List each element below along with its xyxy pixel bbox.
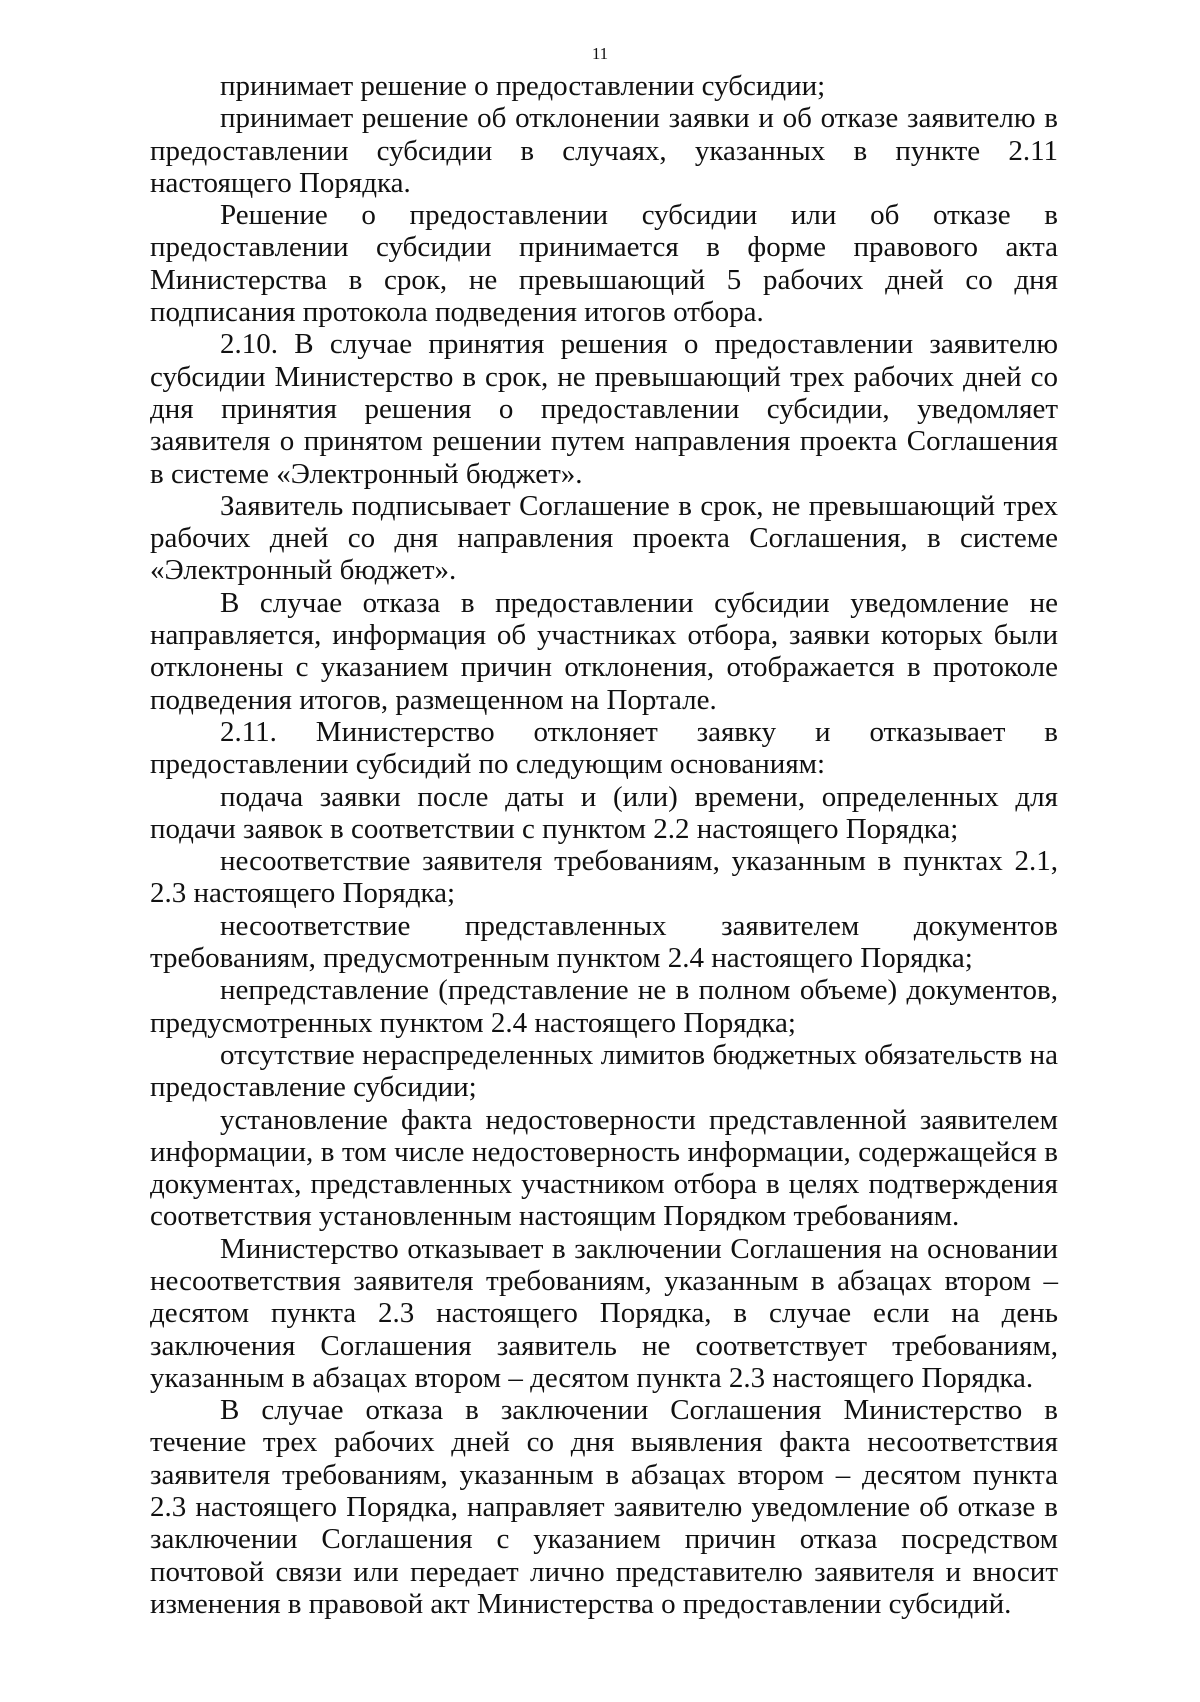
- paragraph-ground-documents-missing: непредставление (представление не в полном объеме) документов, предусмотренных пунктом 2.4 настоящего Порядка;: [150, 974, 1058, 1039]
- paragraph-decision-form: Решение о предоставлении субсидии или об отказе в предоставлении субсидии принимается в форме правового акта Министерства в срок, не превышающий 5 рабочих дней со дня подписания протокола подведения итогов отбора.: [150, 199, 1058, 329]
- paragraph-applicant-signs: Заявитель подписывает Соглашение в срок, не превышающий трех рабочих дней со дня направления проекта Соглашения, в системе «Электронный бюджет».: [150, 489, 1058, 587]
- paragraph-ground-no-limits: отсутствие нераспределенных лимитов бюджетных обязательств на предоставление субсидии;: [150, 1038, 1058, 1104]
- paragraph-refusal-notice: В случае отказа в предоставлении субсидии уведомление не направляется, информация об участниках отбора, заявки которых были отклонены с указанием причин отклонения, отображается в протоколе подведения итогов, размещенном на Портале.: [150, 586, 1058, 716]
- paragraph-section-2-11: 2.11. Министерство отклоняет заявку и отказывает в предоставлении субсидий по следующим основаниям:: [150, 715, 1058, 781]
- paragraph-ground-documents-mismatch: несоответствие представленных заявителем документов требованиям, предусмотренным пунктом 2.4 настоящего Порядка;: [150, 909, 1058, 975]
- page-number: 11: [591, 44, 609, 63]
- paragraph-agreement-refusal: Министерство отказывает в заключении Соглашения на основании несоответствия заявителя требованиям, указанным в абзацах втором – десятом пункта 2.3 настоящего Порядка, в случае если на день заключения Соглашения заявитель не соответствует требованиям, указанным в абзацах втором – десятом пункта 2.3 настоящего Порядка.: [150, 1232, 1058, 1394]
- paragraph-agreement-refusal-notice: В случае отказа в заключении Соглашения Министерство в течение трех рабочих дней со дня выявления факта несоответствия заявителя требованиям, указанным в абзацах втором – десятом пункта 2.3 настоящего Порядка, направляет заявителю уведомление об отказе в заключении Соглашения с указанием причин отказа посредством почтовой связи или передает лично представителю заявителя и вносит изменения в правовой акт Министерства о предоставлении субсидий.: [150, 1394, 1058, 1620]
- paragraph-decision-grant: принимает решение о предоставлении субсидии;: [220, 70, 826, 102]
- paragraph-ground-noncompliance: несоответствие заявителя требованиям, указанным в пунктах 2.1, 2.3 настоящего Порядка;: [150, 845, 1058, 910]
- paragraph-ground-late-submission: подача заявки после даты и (или) времени, определенных для подачи заявок в соответствии с пунктом 2.2 настоящего Порядка;: [150, 780, 1058, 845]
- paragraph-decision-reject: принимает решение об отклонении заявки и об отказе заявителю в предоставлении субсидии в случаях, указанных в пункте 2.11 настоящего Порядка.: [150, 102, 1058, 199]
- paragraph-ground-false-info: установление факта недостоверности представленной заявителем информации, в том числе недостоверность информации, содержащейся в документах, представленных участником отбора в целях подтверждения соответствия установленным настоящим Порядком требованиям.: [150, 1103, 1058, 1233]
- document-body: [150, 70, 1058, 1620]
- paragraph-section-2-10: 2.10. В случае принятия решения о предоставлении заявителю субсидии Министерство в срок, не превышающий трех рабочих дней со дня принятия решения о предоставлении субсидии, уведомляет заявителя о принятом решении путем направления проекта Соглашения в системе «Электронный бюджет».: [150, 328, 1058, 490]
